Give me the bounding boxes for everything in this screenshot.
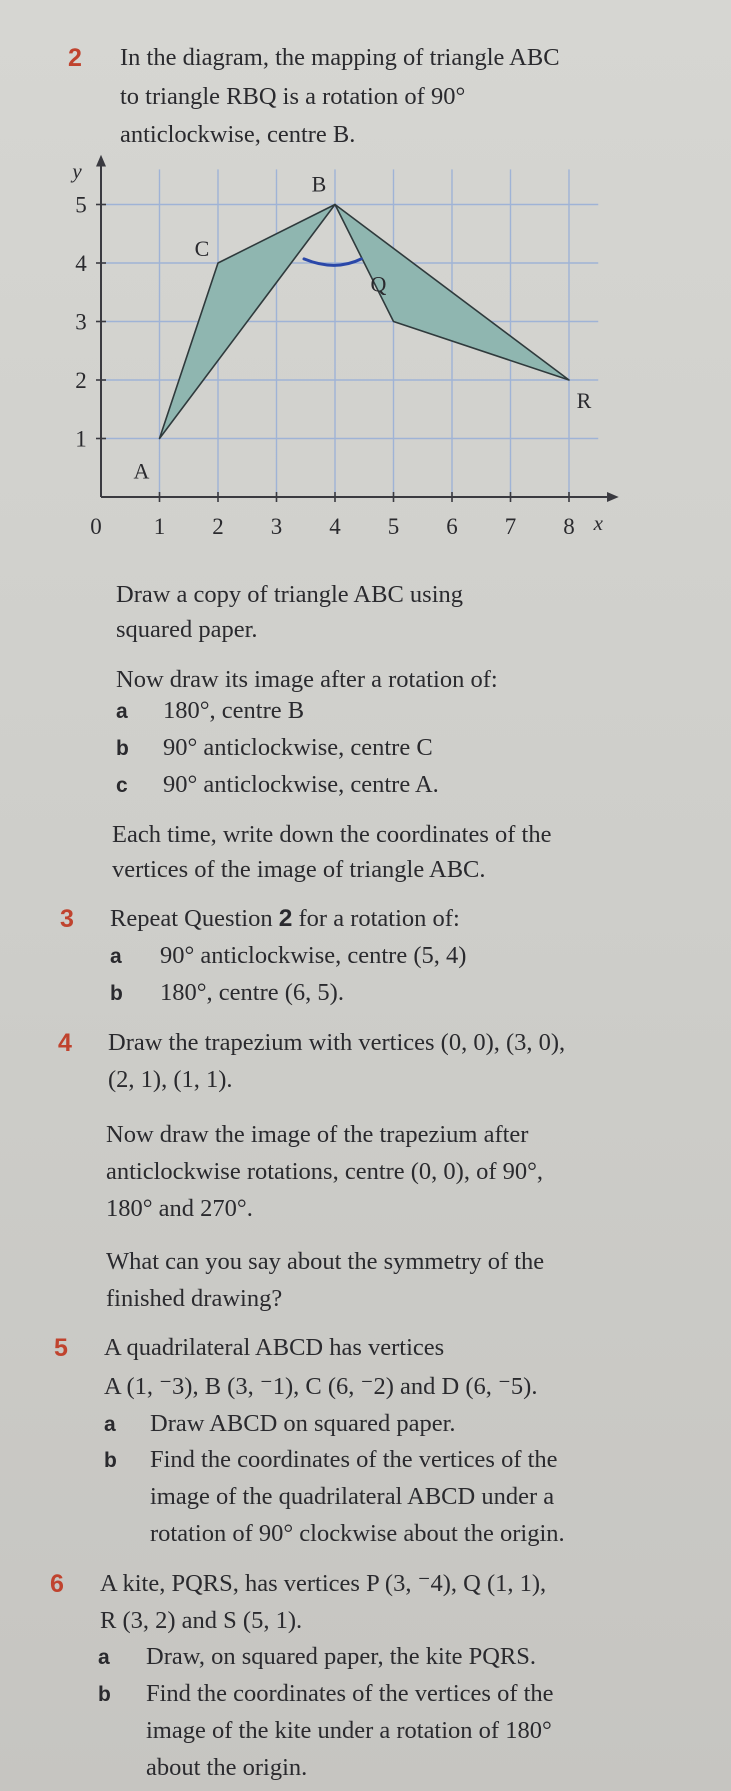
q6-line-1: A kite, PQRS, has vertices P (3, ⁻4), Q (1, 1), — [100, 1570, 547, 1597]
q2-part-b-label: b — [116, 737, 129, 760]
q2-now-line: Now draw its image after a rotation of: — [116, 666, 498, 693]
q6-part-a-text: Draw, on squared paper, the kite PQRS. — [146, 1643, 537, 1670]
q2-intro-line-2: to triangle RBQ is a rotation of 90° — [120, 83, 466, 110]
q2-each-line-2: vertices of the image of triangle ABC. — [112, 856, 486, 883]
q2-each-line-1: Each time, write down the coordinates of the — [112, 821, 552, 848]
q5-line-2: A (1, ⁻3), B (3, ⁻1), C (6, ⁻2) and D (6, ⁻5). — [104, 1373, 538, 1400]
question-number-6: 6 — [50, 1570, 64, 1598]
question-number-2: 2 — [68, 44, 82, 72]
q6-part-b-label: b — [98, 1683, 111, 1706]
x-tick-label: 8 — [563, 514, 575, 539]
q3-part-b-text: 180°, centre (6, 5). — [160, 979, 344, 1006]
q3-part-a-text: 90° anticlockwise, centre (5, 4) — [160, 942, 467, 969]
q5-part-b-line-1: Find the coordinates of the vertices of the — [150, 1446, 558, 1473]
y-tick-label: 4 — [75, 251, 87, 276]
x-axis-label: x — [593, 511, 603, 535]
question-number-4: 4 — [58, 1029, 72, 1057]
q6-part-b-line-3: about the origin. — [146, 1754, 308, 1781]
q2-draw-line-2: squared paper. — [116, 616, 258, 643]
x-tick-label: 5 — [387, 514, 400, 539]
q5-line-1: A quadrilateral ABCD has vertices — [104, 1334, 445, 1361]
q3-intro-post: for a rotation of: — [292, 905, 460, 932]
question-number-3: 3 — [60, 905, 74, 933]
q6-part-b-line-2: image of the kite under a rotation of 180° — [146, 1717, 552, 1744]
q3-part-a-label: a — [110, 945, 122, 968]
point-label-r: R — [576, 388, 592, 413]
x-axis-arrow — [607, 492, 619, 502]
q6-line-2: R (3, 2) and S (5, 1). — [100, 1607, 303, 1634]
x-tick-label: 4 — [329, 514, 341, 539]
rotation-angle-arc — [304, 259, 361, 265]
y-tick-label: 1 — [75, 426, 87, 452]
q5-part-a-label: a — [104, 1413, 116, 1436]
x-tick-label: 2 — [212, 514, 224, 539]
x-tick-label: 6 — [446, 514, 458, 539]
q5-part-b-line-3: rotation of 90° clockwise about the origin. — [150, 1520, 565, 1547]
question-number-5: 5 — [54, 1334, 68, 1362]
y-tick-label: 3 — [75, 309, 87, 335]
q4-line-2: (2, 1), (1, 1). — [108, 1066, 233, 1093]
q5-part-b-label: b — [104, 1449, 117, 1472]
q3-intro-pre: Repeat Question — [110, 905, 279, 932]
point-label-q: Q — [370, 271, 387, 297]
q2-part-a-text: 180°, centre B — [163, 697, 305, 724]
q3-intro — [110, 907, 460, 932]
q3-intro-ref: 2 — [278, 905, 293, 932]
q4-now-line-3: 180° and 270°. — [106, 1195, 253, 1222]
q5-part-b-line-2: image of the quadrilateral ABCD under a — [150, 1483, 555, 1510]
axes — [96, 155, 619, 502]
q2-part-c-text: 90° anticlockwise, centre A. — [163, 771, 439, 798]
point-label-b: B — [311, 171, 327, 197]
q2-part-b-text: 90° anticlockwise, centre C — [163, 734, 433, 761]
q6-part-b-line-1: Find the coordinates of the vertices of the — [146, 1680, 554, 1707]
origin-label: 0 — [90, 514, 102, 539]
q4-what-line-1: What can you say about the symmetry of the — [106, 1248, 545, 1275]
q5-part-a-text: Draw ABCD on squared paper. — [150, 1410, 456, 1437]
y-axis-label: y — [72, 159, 82, 184]
y-tick-label: 2 — [75, 368, 87, 393]
q4-line-1: Draw the trapezium with vertices (0, 0), (3, 0), — [108, 1029, 566, 1056]
y-tick-label: 5 — [75, 192, 87, 218]
q6-part-a-label: a — [98, 1646, 110, 1669]
q4-now-line-2: anticlockwise rotations, centre (0, 0), of 90°, — [106, 1158, 544, 1185]
q4-now-line-1: Now draw the image of the trapezium after — [106, 1121, 529, 1148]
q4-what-line-2: finished drawing? — [106, 1285, 283, 1312]
point-label-c: C — [194, 236, 210, 261]
point-label-a: A — [133, 458, 150, 484]
q2-intro-line-3: anticlockwise, centre B. — [120, 121, 356, 148]
q2-intro-line-1: In the diagram, the mapping of triangle ABC — [120, 44, 560, 71]
rotation-diagram — [0, 0, 731, 560]
q2-draw-line-1: Draw a copy of triangle ABC using — [116, 581, 464, 608]
q3-part-b-label: b — [110, 982, 123, 1005]
q2-part-a-label: a — [116, 700, 128, 723]
q2-part-c-label: c — [116, 774, 128, 797]
x-tick-label: 3 — [270, 514, 283, 539]
x-tick-label: 7 — [504, 514, 517, 539]
y-axis-arrow — [96, 155, 106, 167]
x-tick-label: 1 — [153, 514, 166, 539]
